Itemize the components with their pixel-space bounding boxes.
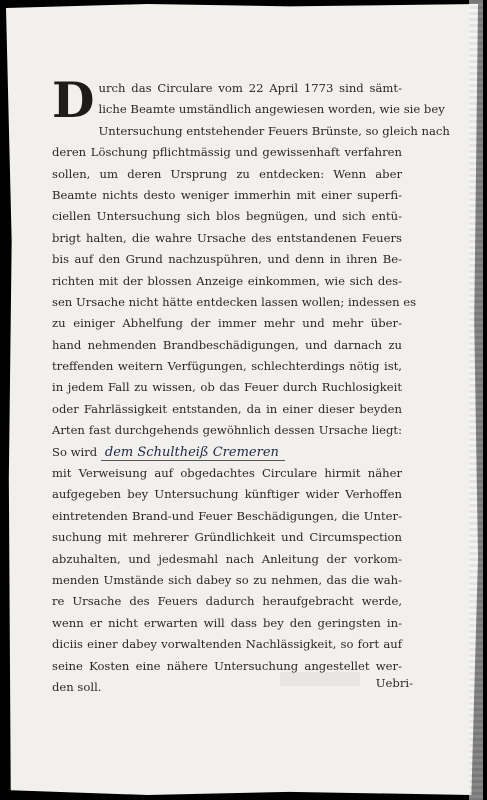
text-line: Untersuchung entstehender Feuers Brünste, so gleich nach xyxy=(98,123,450,138)
text-line: suchung mit mehrerer Gründlichkeit und Circumspection xyxy=(52,530,402,545)
text-block-2 xyxy=(52,463,402,698)
text-line: liche Beamte umständlich angewiesen worden, wie sie bey xyxy=(98,102,445,117)
addressee-line xyxy=(52,442,402,463)
text-line: diciis einer dabey vorwaltenden Nachlässigkeit, so fort auf xyxy=(52,637,402,652)
text-line: treffenden weitern Verfügungen, schlechterdings nötig ist, xyxy=(52,359,402,374)
text-line: menden Umstände sich dabey so zu nehmen, das die wah- xyxy=(52,572,402,587)
text-line: seine Kosten eine nähere Untersuchung angestellet wer- xyxy=(52,658,402,673)
text-line: mit Verweisung auf obgedachtes Circulare hirmit näher xyxy=(52,466,402,481)
text-line: bis auf den Grund nachzuspühren, und denn in ihren Be- xyxy=(52,252,402,267)
text-line: abzuhalten, und jedesmahl nach Anleitung der vorkom- xyxy=(52,551,402,566)
text-block-1 xyxy=(52,71,450,442)
text-line: Beamte nichts desto weniger immerhin mit einer superfi- xyxy=(52,187,402,202)
text-line: richten mit der blossen Anzeige einkommen, wie sich des- xyxy=(52,273,402,288)
text-line: in jedem Fall zu wissen, ob das Feuer durch Ruchlosigkeit xyxy=(52,380,402,395)
text-line: sollen, um deren Ursprung zu entdecken: Wenn aber xyxy=(52,166,402,181)
text-line: sen Ursache nicht hätte entdecken lassen wollen; indessen es xyxy=(52,294,417,309)
text-line: den soll. xyxy=(52,679,102,694)
text-line: urch das Circulare vom 22 April 1773 sind sämt- xyxy=(98,81,402,95)
page-edge xyxy=(469,0,483,800)
text-line: eintretenden Brand-und Feuer Beschädigungen, die Unter- xyxy=(52,508,402,523)
text-line: aufgegeben bey Untersuchung künftiger wider Verhoffen xyxy=(52,487,402,502)
text-line: brigt halten, die wahre Ursache des entstandenen Feuers xyxy=(52,230,402,245)
text-line: zu einiger Abhelfung der immer mehr und mehr über- xyxy=(52,316,402,331)
catchword: Uebri- xyxy=(375,676,413,690)
letter-body xyxy=(52,71,450,698)
text-line: ciellen Untersuchung sich blos begnügen, und sich entü- xyxy=(52,209,402,224)
text-line: re Ursache des Feuers dadurch heraufgebracht werde, xyxy=(52,594,402,609)
text-line: oder Fahrlässigkeit entstanden, da in einer dieser beyden xyxy=(52,401,402,416)
drop-cap: D xyxy=(52,71,95,129)
text-line: hand nehmenden Brandbeschädigungen, und darnach zu xyxy=(52,337,402,352)
text-line: Arten fast durchgehends gewöhnlich dessen Ursache liegt: xyxy=(52,423,402,438)
text-line: deren Löschung pflichtmässig und gewissenhaft verfahren xyxy=(52,145,402,160)
handwritten-addressee: dem Schultheiß Cremeren xyxy=(101,445,285,461)
text-line: wenn er nicht erwarten will dass bey den geringsten in- xyxy=(52,615,402,630)
so-wird-text: So wird xyxy=(52,444,98,459)
